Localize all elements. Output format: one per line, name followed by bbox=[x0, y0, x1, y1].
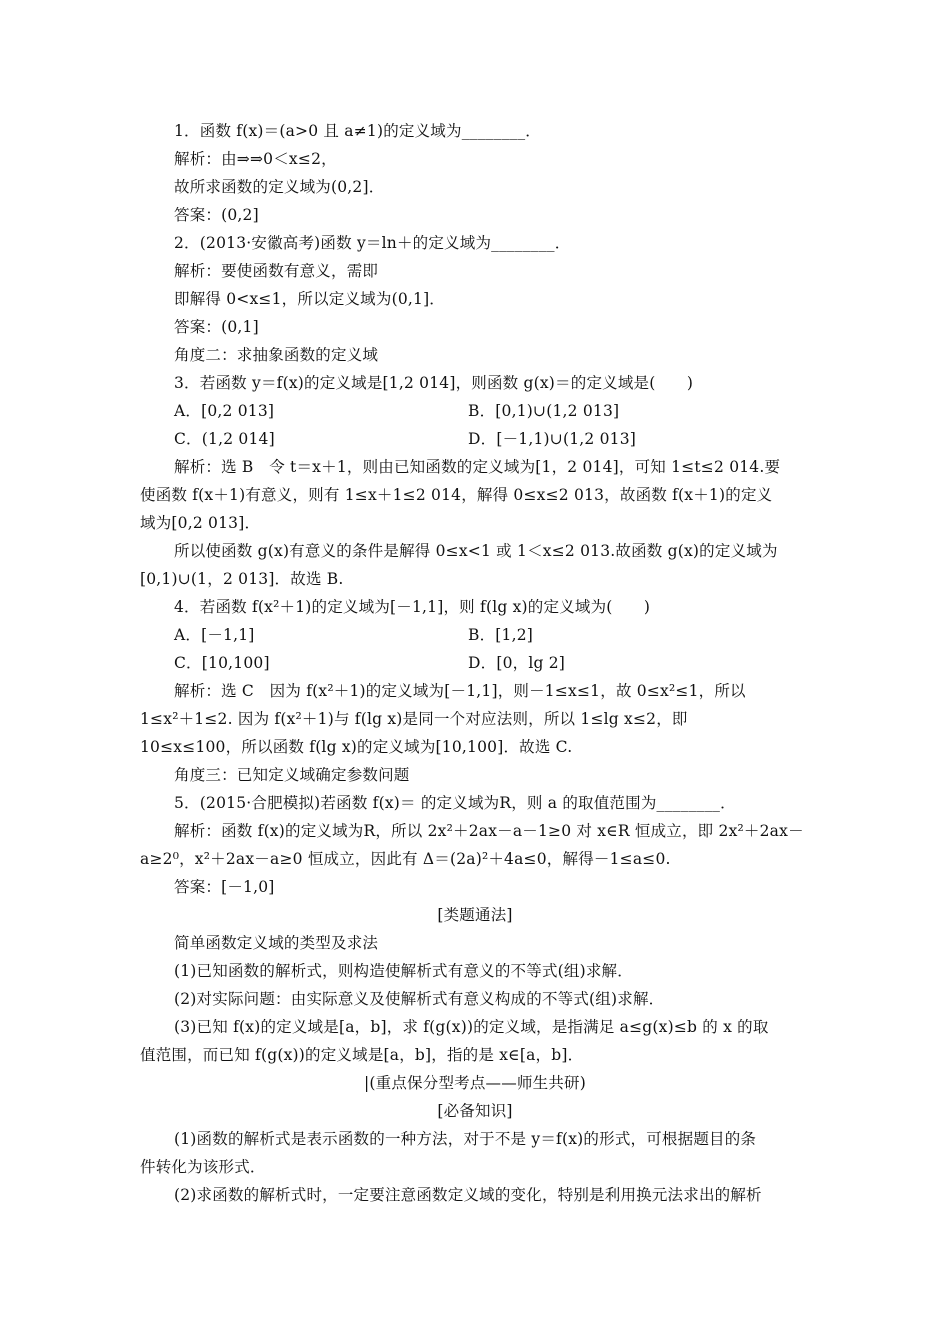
text-line: (2)求函数的解析式时，一定要注意函数定义域的变化，特别是利用换元法求出的解析 bbox=[174, 1186, 762, 1204]
choice-d: D．[0，lg 2] bbox=[468, 654, 566, 672]
text-line: (2)对实际问题：由实际意义及使解析式有意义构成的不等式(组)求解． bbox=[174, 990, 665, 1008]
text-line: 解析：函数 f(x)的定义域为R，所以 2x²＋2ax－a－1≥0 对 x∈R 恒成立，即 2x²＋2ax－ bbox=[174, 822, 804, 840]
text-line: 4．若函数 f(x²＋1)的定义域为[－1,1]，则 f(lg x)的定义域为( ) bbox=[174, 598, 651, 616]
text-line: (3)已知 f(x)的定义域是[a，b]，求 f(g(x))的定义域，是指满足 a≤g(x)≤b 的 x 的取 bbox=[174, 1018, 769, 1036]
text-line: 1．函数 f(x)＝(a>0 且 a≠1)的定义域为________． bbox=[174, 122, 541, 140]
choice-b: B．[0,1)∪(1,2 013] bbox=[468, 402, 620, 420]
text-line: 所以使函数 g(x)有意义的条件是解得 0≤x<1 或 1＜x≤2 013.故函数 g(x)的定义域为 bbox=[174, 542, 778, 560]
section-heading: 角度二：求抽象函数的定义域 bbox=[174, 346, 379, 364]
choice-c: C．[10,100] bbox=[174, 654, 270, 672]
text-line: a≥2⁰，x²＋2ax－a≥0 恒成立，因此有 Δ＝(2a)²＋4a≤0，解得－1≤a≤0. bbox=[140, 850, 671, 868]
choice-a: A．[－1,1] bbox=[174, 626, 255, 644]
text-line: 答案：(0,1] bbox=[174, 318, 259, 336]
text-line: 解析：选 C 因为 f(x²＋1)的定义域为[－1,1]，则－1≤x≤1，故 0≤x²≤1，所以 bbox=[174, 682, 746, 700]
text-line: 即解得 0<x≤1，所以定义域为(0,1]． bbox=[174, 290, 446, 308]
text-line: (1)函数的解析式是表示函数的一种方法，对于不是 y＝f(x)的形式，可根据题目的条 bbox=[174, 1130, 757, 1148]
text-line: 使函数 f(x＋1)有意义，则有 1≤x＋1≤2 014，解得 0≤x≤2 013，故函数 f(x＋1)的定义 bbox=[140, 486, 773, 504]
text-line: 故所求函数的定义域为(0,2]． bbox=[174, 178, 385, 196]
text-line: 3．若函数 y＝f(x)的定义域是[1,2 014]，则函数 g(x)＝的定义域是( ) bbox=[174, 374, 694, 392]
section-heading: 角度三：已知定义域确定参数问题 bbox=[174, 766, 410, 784]
section-title: [类题通法] bbox=[437, 906, 513, 924]
text-line: 2．(2013·安徽高考)函数 y＝ln＋的定义域为________． bbox=[174, 234, 571, 252]
text-line: 简单函数定义域的类型及求法 bbox=[174, 934, 379, 952]
text-line: 10≤x≤100，所以函数 f(lg x)的定义域为[10,100]．故选 C. bbox=[140, 738, 573, 756]
text-line: [0,1)∪(1，2 013]．故选 B. bbox=[140, 570, 344, 588]
text-line: 1≤x²＋1≤2. 因为 f(x²＋1)与 f(lg x)是同一个对应法则，所以 1≤lg x≤2，即 bbox=[140, 710, 688, 728]
text-line: 域为[0,2 013]． bbox=[140, 514, 261, 532]
choice-d: D．[－1,1)∪(1,2 013] bbox=[468, 430, 637, 448]
choice-c: C．(1,2 014] bbox=[174, 430, 275, 448]
text-line: 解析：由⇒⇒0＜x≤2， bbox=[174, 150, 337, 168]
text-line: 解析：要使函数有意义，需即 bbox=[174, 262, 379, 280]
choice-a: A．[0,2 013] bbox=[174, 402, 275, 420]
text-line: 解析：选 B 令 t＝x＋1，则由已知函数的定义域为[1，2 014]，可知 1≤t≤2 014.要 bbox=[174, 458, 781, 476]
section-title: |(重点保分型考点——师生共研) bbox=[363, 1074, 587, 1092]
text-line: 答案：[－1,0] bbox=[174, 878, 275, 896]
text-line: 5．(2015·合肥模拟)若函数 f(x)＝ 的定义域为R，则 a 的取值范围为________． bbox=[174, 794, 736, 812]
text-line: 件转化为该形式． bbox=[140, 1158, 266, 1176]
section-title: [必备知识] bbox=[437, 1102, 513, 1120]
text-line: 答案：(0,2] bbox=[174, 206, 259, 224]
text-line: 值范围，而已知 f(g(x))的定义域是[a，b]，指的是 x∈[a，b]． bbox=[140, 1046, 584, 1064]
choice-b: B．[1,2] bbox=[468, 626, 534, 644]
text-line: (1)已知函数的解析式，则构造使解析式有意义的不等式(组)求解． bbox=[174, 962, 633, 980]
